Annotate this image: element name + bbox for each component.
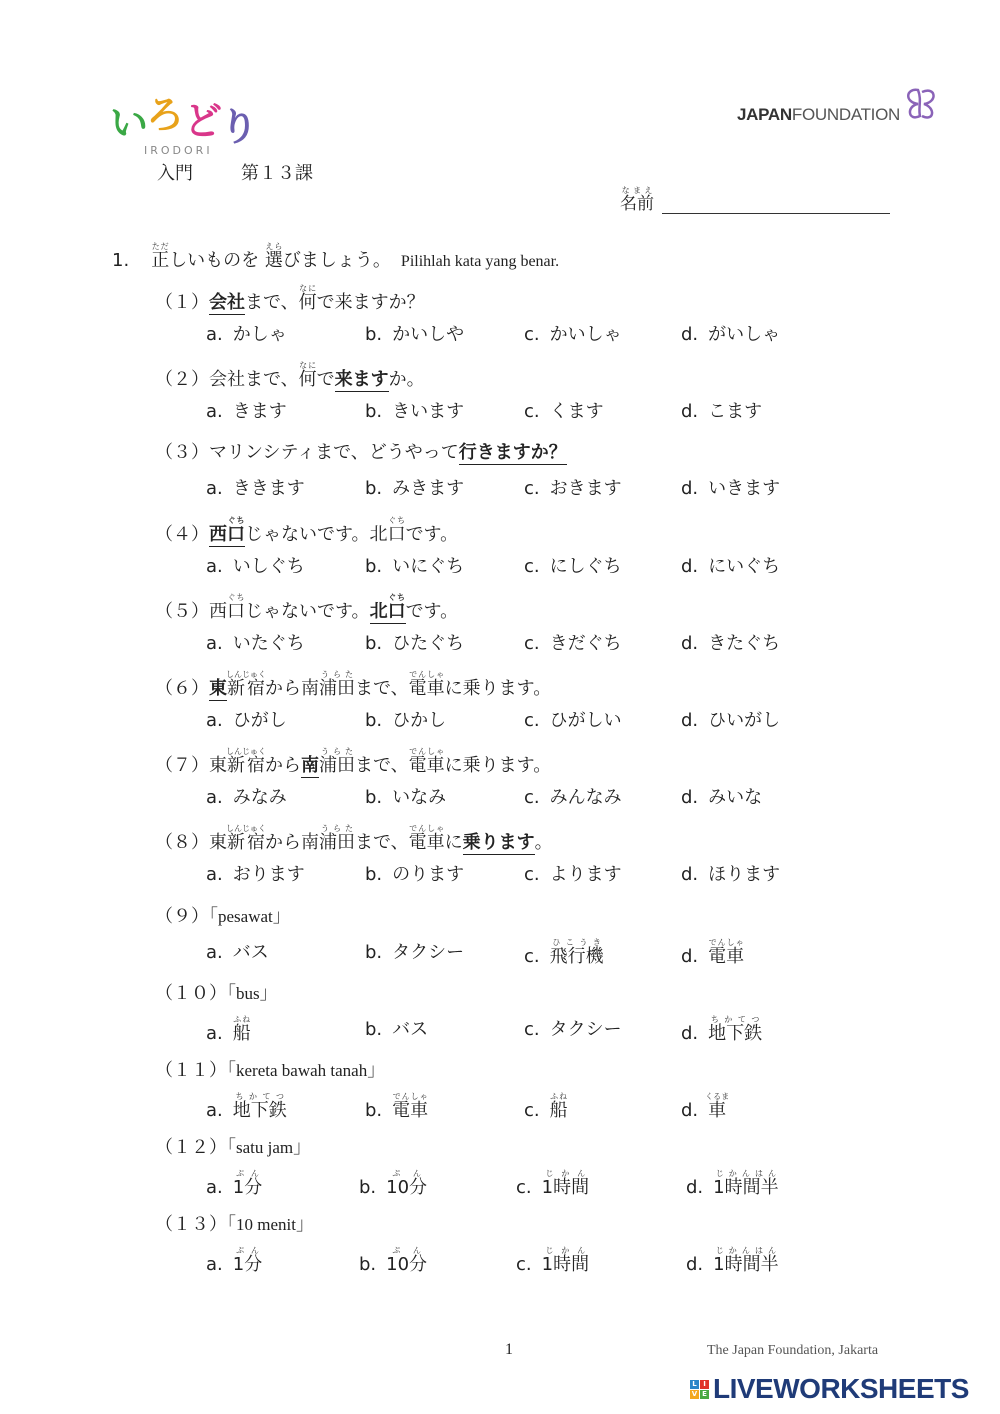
instruction-text-b: びましょう。 xyxy=(282,250,391,271)
question-number: （１１） xyxy=(155,1060,227,1081)
question-text: 「 xyxy=(209,905,218,927)
option-letter: b. xyxy=(365,787,383,809)
option-letter: a. xyxy=(206,632,223,654)
option-text: バス xyxy=(232,941,269,963)
svg-text:い: い xyxy=(110,101,149,145)
answer-option-d[interactable] xyxy=(686,1169,779,1199)
question-text: に xyxy=(444,832,463,854)
instruction-ruby-1: 正ただ xyxy=(151,242,170,271)
question-number: （９） xyxy=(155,905,209,927)
target-word: 南 xyxy=(301,755,319,777)
option-letter: d. xyxy=(681,710,699,731)
question-text: 」 xyxy=(295,1214,314,1236)
instruction-text-a: しいものを xyxy=(169,250,260,271)
question-text: 東 xyxy=(209,832,227,854)
question-5 xyxy=(155,593,458,623)
question-number: （６） xyxy=(155,678,209,699)
target-word: 西 xyxy=(209,523,227,545)
option-letter: d. xyxy=(681,401,699,423)
question-text: satu jam xyxy=(236,1138,294,1158)
answer-option-a[interactable] xyxy=(206,1015,251,1045)
answer-option-b[interactable] xyxy=(365,706,446,732)
section-number: 1. xyxy=(112,250,130,271)
answer-option-a[interactable] xyxy=(206,938,269,964)
option-letter: a. xyxy=(206,1177,223,1199)
irodori-logo xyxy=(110,98,270,158)
question-9 xyxy=(155,902,291,928)
option-text: くます xyxy=(549,401,604,423)
option-letter: c. xyxy=(524,787,540,809)
answer-option-d[interactable] xyxy=(681,1092,729,1122)
question-text: 浦田うらた xyxy=(319,824,355,854)
option-letter: c. xyxy=(524,401,540,423)
option-text: よります xyxy=(549,864,622,886)
option-letter: c. xyxy=(524,710,540,731)
target-word: 口ぐち xyxy=(387,592,406,622)
answer-option-d[interactable] xyxy=(681,706,780,732)
question-4 xyxy=(155,516,458,546)
option-letter: c. xyxy=(524,945,540,967)
option-letter: d. xyxy=(686,1177,704,1199)
option-text: みなみ xyxy=(232,787,287,809)
answer-option-d[interactable] xyxy=(681,938,744,968)
question-number: （７） xyxy=(155,755,209,777)
question-text: から南 xyxy=(265,678,319,699)
option-letter: b. xyxy=(365,555,383,577)
answer-option-b[interactable] xyxy=(365,1092,428,1122)
answer-option-d[interactable] xyxy=(681,320,780,346)
option-text: ひたぐち xyxy=(392,632,465,654)
option-text: ほります xyxy=(708,864,781,886)
option-text: いにぐち xyxy=(392,555,465,577)
option-letter: c. xyxy=(524,324,540,345)
option-text: ひがしい xyxy=(549,710,622,731)
instruction-ruby-2: 選えら xyxy=(264,242,283,271)
option-text: おります xyxy=(232,864,305,886)
jf-logo-rest: FOUNDATION xyxy=(791,105,900,124)
option-letter: b. xyxy=(365,401,383,423)
question-3 xyxy=(155,438,567,464)
option-text: こます xyxy=(708,401,763,423)
answer-option-b[interactable] xyxy=(359,1169,427,1199)
instruction xyxy=(112,242,559,272)
question-number: （８） xyxy=(155,832,209,854)
option-text: 10分ぷん xyxy=(386,1246,428,1276)
question-text: 何なに xyxy=(298,361,317,391)
answer-option-c[interactable] xyxy=(524,1092,568,1122)
question-number: （３） xyxy=(155,442,209,464)
answer-option-c[interactable] xyxy=(524,629,622,655)
question-number: （１） xyxy=(155,292,209,313)
option-text: ひかし xyxy=(392,710,447,731)
option-letter: d. xyxy=(681,555,699,577)
option-text: 1分ぷん xyxy=(232,1246,263,1276)
answer-option-a[interactable] xyxy=(206,860,305,886)
answer-option-a[interactable] xyxy=(206,552,305,578)
option-text: いしぐち xyxy=(232,555,305,577)
question-text: です。 xyxy=(405,600,459,622)
svg-text:り: り xyxy=(220,105,259,149)
option-letter: d. xyxy=(681,864,699,886)
brand-box-cell: E xyxy=(700,1390,709,1399)
option-text: 1時間半じかんはん xyxy=(713,1169,779,1199)
option-letter: b. xyxy=(365,324,383,345)
answer-option-a[interactable] xyxy=(206,783,287,809)
liveworksheets-brand xyxy=(690,1373,969,1405)
question-text: 電車でんしゃ xyxy=(408,670,445,699)
option-letter: b. xyxy=(365,941,383,963)
question-number: （１２） xyxy=(155,1137,227,1159)
name-label: 名前なまえ xyxy=(620,186,654,214)
option-letter: c. xyxy=(524,864,540,886)
question-text: bus xyxy=(236,983,260,1003)
answer-option-c[interactable] xyxy=(524,320,622,346)
option-letter: c. xyxy=(524,478,540,500)
name-field[interactable] xyxy=(620,186,890,214)
name-blank-line[interactable] xyxy=(662,191,890,214)
svg-text:ろ: ろ xyxy=(146,98,185,137)
footer-source: The Japan Foundation, Jakarta xyxy=(707,1343,879,1358)
option-letter: d. xyxy=(681,945,699,967)
option-text: 電車でんしゃ xyxy=(392,1092,429,1121)
answer-option-a[interactable] xyxy=(206,1246,262,1276)
question-text: 。 xyxy=(534,832,553,854)
question-text: 「 xyxy=(227,982,236,1004)
answer-option-b[interactable] xyxy=(365,783,446,809)
option-letter: b. xyxy=(365,1100,383,1121)
irodori-logo-graphic xyxy=(110,98,270,158)
option-text: いなみ xyxy=(392,787,447,809)
answer-option-b[interactable] xyxy=(365,320,464,346)
question-text: から xyxy=(265,755,301,777)
question-number: （１０） xyxy=(155,982,227,1004)
question-text: で来ますか？ xyxy=(316,292,425,313)
answer-option-b[interactable] xyxy=(365,552,464,578)
option-letter: d. xyxy=(681,478,699,500)
instruction-latin: Pilihlah kata yang benar. xyxy=(400,253,560,270)
option-text: きます xyxy=(232,401,287,423)
question-text: 会社まで、 xyxy=(209,369,299,391)
option-letter: a. xyxy=(206,1254,223,1276)
question-number: （１３） xyxy=(155,1214,227,1236)
option-text: きいます xyxy=(392,401,465,423)
question-text: 何なに xyxy=(298,284,317,313)
answer-option-a[interactable] xyxy=(206,474,305,500)
option-text: タクシー xyxy=(549,1018,622,1040)
option-text: 1時間半じかんはん xyxy=(713,1246,779,1276)
option-letter: d. xyxy=(686,1254,704,1276)
question-text: 新宿しんじゅく xyxy=(226,747,266,777)
answer-option-d[interactable] xyxy=(686,1246,779,1276)
question-text: 」 xyxy=(259,982,278,1004)
question-12 xyxy=(155,1133,311,1159)
question-8 xyxy=(155,824,553,854)
answer-option-d[interactable] xyxy=(681,783,762,809)
question-text: に乗ります。 xyxy=(444,678,552,699)
option-text: バス xyxy=(392,1018,429,1040)
option-text: 1分ぷん xyxy=(232,1169,263,1199)
question-1 xyxy=(155,284,425,314)
option-text: 10分ぷん xyxy=(386,1169,428,1199)
option-letter: a. xyxy=(206,478,223,500)
question-text: kereta bawah tanah xyxy=(236,1061,368,1080)
option-text: 1時間じかん xyxy=(541,1169,590,1199)
option-letter: d. xyxy=(681,1100,699,1121)
option-letter: a. xyxy=(206,555,223,577)
question-text: 東 xyxy=(209,755,227,777)
option-text: 車くるま xyxy=(705,1092,730,1121)
question-10 xyxy=(155,979,278,1005)
answer-option-d[interactable] xyxy=(681,629,780,655)
question-text: じゃないです。北 xyxy=(245,523,388,545)
question-7 xyxy=(155,747,551,777)
option-text: ひがし xyxy=(232,710,287,731)
answer-option-a[interactable] xyxy=(206,706,287,732)
question-13 xyxy=(155,1210,314,1236)
question-text: です。 xyxy=(405,523,459,545)
question-number: （５） xyxy=(155,600,209,622)
butterfly-icon xyxy=(904,86,940,126)
question-2 xyxy=(155,361,425,391)
option-letter: b. xyxy=(365,478,383,500)
option-letter: d. xyxy=(681,632,699,654)
course-lesson: 第１３課 xyxy=(241,163,313,184)
question-text: に乗ります。 xyxy=(444,755,552,777)
brand-box-cell: L xyxy=(690,1380,699,1389)
option-text: ききます xyxy=(232,478,305,500)
answer-option-a[interactable] xyxy=(206,1169,262,1199)
answer-option-a[interactable] xyxy=(206,1092,287,1122)
question-text: 10 menit xyxy=(236,1215,296,1235)
option-letter: c. xyxy=(524,632,540,654)
option-text: みいな xyxy=(708,787,763,809)
question-text: じゃないです。 xyxy=(245,600,370,622)
option-text: いたぐち xyxy=(232,632,305,654)
option-text: のります xyxy=(392,864,465,886)
option-text: 船ふね xyxy=(549,1092,568,1121)
question-text: 新宿しんじゅく xyxy=(226,670,266,699)
option-letter: d. xyxy=(681,1022,699,1044)
option-letter: d. xyxy=(681,324,699,345)
page-number: 1 xyxy=(505,1341,513,1358)
question-text: マリンシティまで、どうやって xyxy=(209,442,459,464)
brand-box-cell: V xyxy=(691,1389,698,1398)
option-text: 地下鉄ちかてつ xyxy=(708,1014,763,1044)
option-letter: c. xyxy=(516,1254,532,1276)
answer-option-c[interactable] xyxy=(516,1169,589,1199)
question-text: まで、 xyxy=(355,832,409,854)
liveworksheets-wordmark: LIVEWORKSHEETS xyxy=(713,1373,969,1404)
answer-option-c[interactable] xyxy=(524,860,622,886)
option-text: いきます xyxy=(708,478,781,500)
option-text: かいしや xyxy=(392,324,465,345)
answer-option-b[interactable] xyxy=(359,1246,427,1276)
answer-option-c[interactable] xyxy=(524,783,622,809)
course-heading xyxy=(157,159,313,185)
option-text: みきます xyxy=(392,478,465,500)
answer-option-b[interactable] xyxy=(365,938,464,964)
question-text: 電車でんしゃ xyxy=(408,747,445,777)
question-text: で xyxy=(316,369,335,391)
answer-option-c[interactable] xyxy=(516,1246,589,1276)
answer-option-d[interactable] xyxy=(681,397,762,423)
question-number: （２） xyxy=(155,369,209,391)
question-text: まで、 xyxy=(355,755,409,777)
option-letter: a. xyxy=(206,1022,223,1044)
question-text: まで、 xyxy=(245,292,299,313)
answer-option-b[interactable] xyxy=(365,860,464,886)
answer-option-c[interactable] xyxy=(524,1015,622,1041)
target-word: 会社 xyxy=(209,292,245,313)
option-text: 飛行機ひこうき xyxy=(549,937,604,967)
question-text: 「 xyxy=(227,1137,236,1159)
question-text: 浦田うらた xyxy=(319,670,355,699)
target-word: 来ます xyxy=(334,369,389,391)
option-text: きたぐち xyxy=(708,632,781,654)
option-text: タクシー xyxy=(392,941,465,963)
option-text: かいしゃ xyxy=(549,324,622,345)
japan-foundation-logo xyxy=(737,86,940,126)
option-text: みんなみ xyxy=(549,787,622,809)
question-text: 」 xyxy=(293,1137,312,1159)
answer-option-c[interactable] xyxy=(524,938,604,968)
answer-option-b[interactable] xyxy=(365,397,464,423)
option-letter: c. xyxy=(524,1100,540,1121)
option-text: 地下鉄ちかてつ xyxy=(232,1092,287,1121)
question-text: から南 xyxy=(265,832,319,854)
option-text: にしぐち xyxy=(549,555,622,577)
option-letter: b. xyxy=(365,632,383,654)
option-letter: c. xyxy=(524,555,540,577)
question-text: pesawat xyxy=(218,906,273,926)
option-text: 1時間じかん xyxy=(541,1246,590,1276)
option-letter: a. xyxy=(206,710,223,731)
question-6 xyxy=(155,670,551,700)
question-text: まで、 xyxy=(355,678,409,699)
target-word: 行きますか？ xyxy=(458,442,567,464)
answer-option-b[interactable] xyxy=(365,1015,428,1041)
answer-option-a[interactable] xyxy=(206,397,287,423)
answer-option-c[interactable] xyxy=(524,706,622,732)
question-text: か。 xyxy=(388,369,425,391)
option-letter: c. xyxy=(516,1177,532,1199)
answer-option-c[interactable] xyxy=(524,397,604,423)
question-text: 口ぐち xyxy=(227,592,245,622)
option-text: かしゃ xyxy=(232,324,287,345)
option-letter: a. xyxy=(206,401,223,423)
option-letter: b. xyxy=(359,1177,377,1199)
question-text: 「 xyxy=(227,1214,236,1236)
option-text: 電車でんしゃ xyxy=(708,937,745,967)
irodori-logo-sub: IRODORI xyxy=(144,144,213,157)
course-level: 入門 xyxy=(157,163,193,184)
option-letter: c. xyxy=(524,1018,540,1040)
brand-box-cell: I xyxy=(700,1380,709,1389)
option-letter: a. xyxy=(206,1100,223,1121)
option-text: にいぐち xyxy=(708,555,781,577)
jf-logo-bold: JAPAN xyxy=(737,105,792,124)
option-letter: b. xyxy=(365,710,383,731)
answer-option-d[interactable] xyxy=(681,474,780,500)
answer-option-a[interactable] xyxy=(206,629,305,655)
option-letter: a. xyxy=(206,787,223,809)
answer-option-c[interactable] xyxy=(524,552,622,578)
option-letter: b. xyxy=(359,1254,377,1276)
target-word: 北 xyxy=(369,600,388,622)
answer-option-b[interactable] xyxy=(365,474,464,500)
question-number: （４） xyxy=(155,523,209,545)
question-text: 西 xyxy=(209,600,227,622)
question-text: 電車でんしゃ xyxy=(408,824,445,854)
option-letter: b. xyxy=(365,864,383,886)
question-text: 」 xyxy=(272,905,291,927)
option-text: きだぐち xyxy=(549,632,622,654)
option-letter: a. xyxy=(206,941,223,963)
answer-option-c[interactable] xyxy=(524,474,622,500)
option-letter: d. xyxy=(681,787,699,809)
option-text: がいしゃ xyxy=(708,324,781,345)
answer-option-d[interactable] xyxy=(681,1015,762,1045)
option-letter: b. xyxy=(365,1018,383,1040)
svg-text:ど: ど xyxy=(184,99,223,143)
answer-option-a[interactable] xyxy=(206,320,287,346)
target-word: 東 xyxy=(209,678,227,699)
question-text: 浦田うらた xyxy=(319,747,355,777)
option-letter: a. xyxy=(206,324,223,345)
target-word: 乗ります xyxy=(462,832,535,854)
question-text: 新宿しんじゅく xyxy=(226,824,266,854)
question-text: 口ぐち xyxy=(387,515,406,545)
question-text: 「 xyxy=(227,1060,236,1081)
target-word: 口ぐち xyxy=(227,515,245,545)
option-text: ひいがし xyxy=(708,710,781,731)
liveworksheets-icon xyxy=(690,1380,709,1399)
answer-option-d[interactable] xyxy=(681,860,780,886)
option-text: おきます xyxy=(549,478,622,500)
answer-option-d[interactable] xyxy=(681,552,780,578)
option-letter: a. xyxy=(206,864,223,886)
question-11 xyxy=(155,1056,385,1082)
option-text: 船ふね xyxy=(232,1014,251,1044)
answer-option-b[interactable] xyxy=(365,629,464,655)
question-text: 」 xyxy=(367,1060,386,1081)
